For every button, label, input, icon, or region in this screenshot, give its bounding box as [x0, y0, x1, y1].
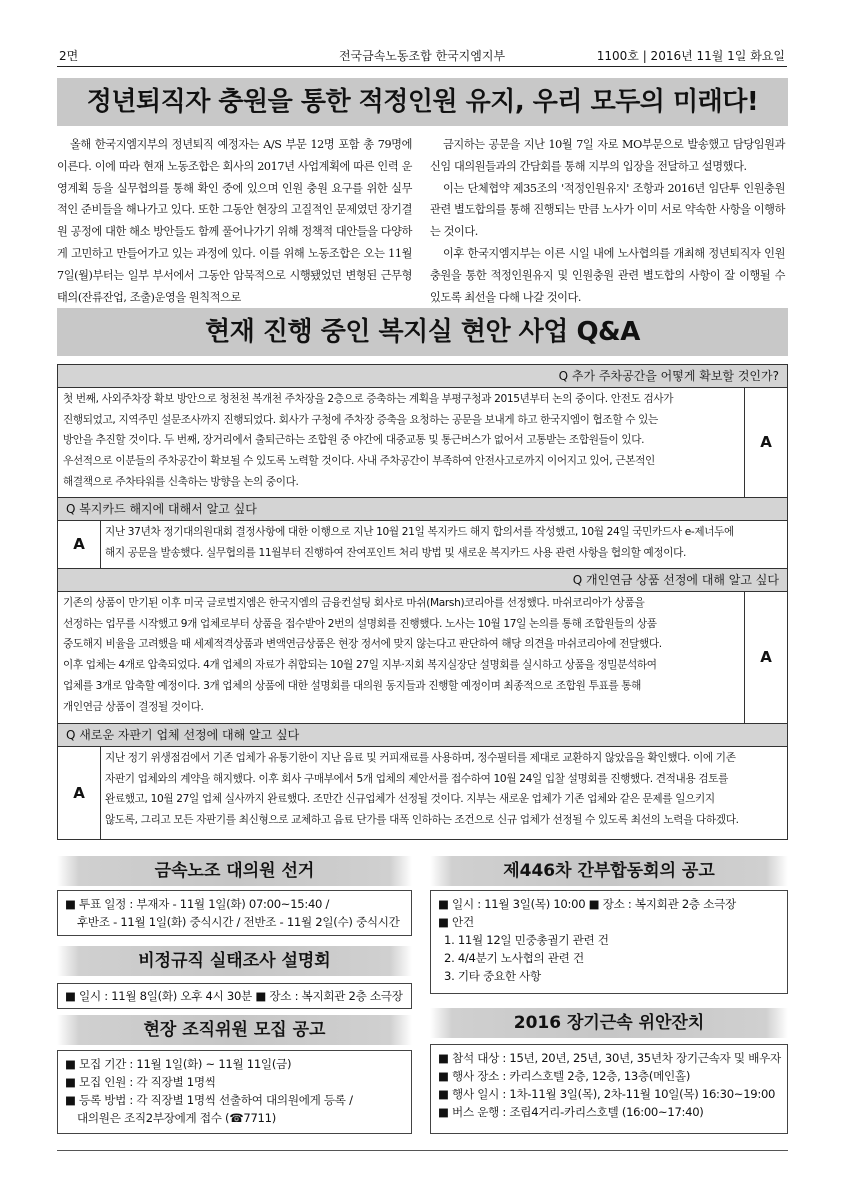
notice-title-text: 비정규직 실태조사 설명회	[138, 951, 331, 971]
answer-line: 선정하는 업무를 시작했고 9개 업체로부터 상품을 접수받아 2번의 설명회를 진행했다. 노사는 10월 17일 논의를 통해 조합원들의 상품	[63, 617, 657, 630]
answer-line: 기존의 상품이 만기된 이후 미국 글로벌지엠은 한국지엠의 금융컨설팅 회사로 마쉬(Marsh)코리아를 선정했다. 마쉬코리아가 상품을	[63, 597, 645, 609]
question-vending: Q 새로운 자판기 업체 선정에 대해 알고 싶다	[58, 724, 787, 747]
answer-label: A	[58, 746, 101, 839]
answer-line: 개인연금 상품이 결정될 것이다.	[63, 700, 204, 713]
notice-title-text: 제446차 간부합동회의 공고	[503, 861, 715, 881]
notice-body-longservice	[430, 1044, 788, 1134]
notice-line: 2. 4/4분기 노사협의 관련 건	[444, 951, 584, 965]
notice-body-recruit	[57, 1050, 412, 1134]
answer-pension	[58, 591, 745, 723]
article-paragraph: 금지하는 공문을 지난 10월 7일 자로 MO부문으로 발송했고 담당임원과 신임 대의원들과의 간담회를 통해 지부의 입장을 전달하고 설명했다.	[430, 138, 785, 173]
answer-line: 완료했고, 10월 27일 업체 실사까지 완료했다. 조만간 신규업체가 선정될 것이다. 지부는 새로운 업체가 기존 업체와 같은 문제를 일으키지	[105, 793, 715, 806]
notice-line: ■ 행사 장소 : 카리스호텔 2층, 12층, 13층(메인홀)	[438, 1069, 691, 1083]
notice-line: ■ 행사 일시 : 1차-11월 3일(목), 2차-11월 10일(목) 16:30~19:00	[438, 1087, 776, 1101]
notice-line: 1. 11월 12일 민중총궐기 관련 건	[444, 933, 609, 947]
issue-date: 1100호 | 2016년 11월 1일 화요일	[596, 49, 785, 63]
notice-title-longservice	[430, 1008, 788, 1038]
answer-label: A	[744, 591, 787, 723]
answer-line: 우선적으로 이분들의 주차공간이 확보될 수 있도록 노력할 것이다. 사내 주차공간이 부족하여 안전사고로까지 이어지고 있어, 근본적인	[63, 455, 655, 468]
notice-line: ■ 일시 : 11월 8일(화) 오후 4시 30분 ■ 장소 : 복지회관 2층 소극장	[65, 989, 403, 1003]
notice-title-election	[57, 856, 412, 886]
notice-body-meeting	[430, 890, 788, 994]
notice-title-text: 금속노조 대의원 선거	[154, 861, 315, 881]
article-paragraph: 이후 한국지엠지부는 이른 시일 내에 노사협의를 개최해 정년퇴직자 인원충원을 통한 적정인원유지 및 인원충원 관련 별도합의 사항이 잘 이행될 수 있도록 최선을 다해 나갈 것이다.	[430, 246, 785, 304]
notice-body-election	[57, 890, 412, 936]
answer-line: 이후 업체는 4개로 압축되었다. 4개 업체의 자료가 취합되는 10월 27일 지부·지회 복지실장단 설명회를 실시하고 상품을 정밀분석하여	[63, 659, 657, 672]
qa-block-pension	[57, 568, 788, 724]
qa-block-vending	[57, 723, 788, 840]
answer-line: 해지 공문을 발송했다. 실무협의를 11월부터 진행하여 잔여포인트 처리 방법 및 새로운 복지카드 사용 관련 사항을 협의할 예정이다.	[105, 546, 687, 559]
notice-line: ■ 모집 인원 : 각 직장별 1명씩	[65, 1075, 216, 1089]
answer-line: 진행되었고, 지역주민 설문조사까지 진행되었다. 회사가 구청에 주차장 증축을 요청하는 공문을 보내게 하고 한국지엠이 협조할 수 있는	[63, 413, 658, 426]
notice-line: ■ 일시 : 11월 3일(목) 10:00 ■ 장소 : 복지회관 2층 소극장	[438, 897, 736, 911]
notice-title-recruit	[57, 1015, 412, 1045]
notice-body-irregular	[57, 983, 412, 1009]
notice-line: 3. 기타 중요한 사항	[444, 969, 541, 983]
notice-line: ■ 버스 운행 : 조립4거리-카리스호텔 (16:00~17:40)	[438, 1105, 704, 1119]
answer-line: 해결책으로 주차타워를 신축하는 방향을 논의 중이다.	[63, 475, 299, 488]
notice-line: 대의원은 조직2부장에게 접수 (☎7711)	[77, 1111, 276, 1125]
answer-line: 자판기 업체와의 계약을 해지했다. 이후 회사 구매부에서 5개 업체의 제안서를 접수하여 10월 24일 입찰 설명회를 진행했다. 견적내용 검토를	[105, 772, 728, 785]
notice-title-text: 현장 조직위원 모집 공고	[143, 1020, 326, 1040]
publisher-name: 전국금속노동조합 한국지엠지부	[338, 49, 506, 63]
answer-parking	[58, 387, 745, 497]
article-paragraph: 올해 한국지엠지부의 정년퇴직 예정자는 A/S 부문 12명 포함 총 79명에 이른다. 이에 따라 현재 노동조합은 회사의 2017년 사업계획에 따른 인력 운영계획 등을 실무협의를 통해 확인 중에 있으며 인원 충원 요구를 위한 실무적인 준비들을 해나가고 있다. 또한 그동안 현장의 고질적인 문제였던 장기결원 공정에 대한 해소 방안들도 함께 풀어나가기 위해 정책적 대안들을 다양하게 고민하고 만들어가고 있는 과정에 있다. 이를 위해 노동조합은 오는 11월 7일(월)부터는 일부 부서에서 그동안 암묵적으로 시행됐었던 변형된 근무형태의(잔류잔업, 조출)운영을 원칙적으로	[57, 138, 412, 304]
notice-line: ■ 모집 기간 : 11월 1일(화) ~ 11월 11일(금)	[65, 1057, 292, 1071]
answer-line: 업체를 3개로 압축할 예정이다. 3개 업체의 상품에 대한 설명회를 대의원 동지들과 진행할 예정이며 최종적으로 조합원 투표를 통해	[63, 679, 642, 692]
answer-line: 지난 37년차 정기대의원대회 결정사항에 대한 이행으로 지난 10월 21일 복지카드 해지 합의서를 작성했고, 10월 24일 국민카드사 e-제너두에	[105, 526, 734, 538]
answer-line: 지난 정기 위생점검에서 기존 업체가 유통기한이 지난 음료 및 커피재료를 사용하며, 정수필터를 제대로 교환하지 않았음을 확인했다. 이에 기존	[105, 752, 736, 764]
notice-line: ■ 안건	[438, 915, 474, 929]
notice-line: ■ 참석 대상 : 15년, 20년, 25년, 30년, 35년차 장기근속자 및 배우자	[438, 1051, 781, 1065]
qa-block-parking	[57, 364, 788, 498]
notice-title-text: 2016 장기근속 위안잔치	[513, 1013, 705, 1033]
answer-line: 않도록, 그리고 모든 자판기를 최신형으로 교체하고 음료 단가를 대폭 인하하는 조건으로 신규 업체가 선정될 수 있도록 최선의 노력을 다하겠다.	[105, 814, 739, 827]
page-number: 2면	[59, 49, 79, 63]
article-body-left	[57, 134, 412, 308]
answer-line: 방안을 추진할 것이다. 두 번째, 장거리에서 출퇴근하는 조합원 중 야간에 대중교통 및 통근버스가 없어서 고통받는 조합원들이 있다.	[63, 434, 645, 447]
answer-label: A	[58, 520, 101, 568]
question-parking: Q 추가 주차공간을 어떻게 확보할 것인가?	[58, 365, 787, 388]
qa-block-welfare-card	[57, 497, 788, 569]
article-paragraph: 이는 단체협약 제35조의 '적정인원유지' 조항과 2016년 임단투 인원충원 관련 별도합의를 통해 진행되는 만큼 노사가 이미 서로 약속한 사항을 이행하는 것이다.	[430, 181, 785, 239]
article-title-qa: 현재 진행 중인 복지실 현안 사업 Q&A	[57, 308, 788, 356]
answer-label: A	[744, 387, 787, 497]
notice-line: ■ 등록 방법 : 각 직장별 1명씩 선출하여 대의원에게 등록 /	[65, 1093, 353, 1107]
article-title-retirement: 정년퇴직자 충원을 통한 적정인원 유지, 우리 모두의 미래다!	[57, 78, 788, 126]
article-body-right	[430, 134, 785, 308]
notice-line: 후반조 - 11월 1일(화) 중식시간 / 전반조 - 11월 2일(수) 중식시간	[77, 915, 400, 929]
page-header	[57, 44, 787, 67]
answer-line: 중도해지 비율을 고려했을 때 세제적격상품과 변액연금상품은 현장 정서에 맞지 않는다고 판단하여 해당 의견을 마쉬코리아에 전달했다.	[63, 638, 662, 651]
notice-line: ■ 투표 일정 : 부재자 - 11월 1일(화) 07:00~15:40 /	[65, 897, 330, 911]
answer-welfare-card	[100, 520, 787, 568]
footer-rule	[57, 1150, 788, 1151]
notice-title-meeting	[430, 856, 788, 886]
notice-title-irregular	[57, 946, 412, 976]
answer-line: 첫 번째, 사외주차장 확보 방안으로 청천천 복개천 주차장을 2층으로 증축하는 계획을 부평구청과 2015년부터 논의 중이다. 안전도 검사가	[63, 393, 674, 405]
answer-vending	[100, 746, 787, 839]
question-pension: Q 개인연금 상품 선정에 대해 알고 싶다	[58, 569, 787, 592]
question-welfare-card: Q 복지카드 해지에 대해서 알고 싶다	[58, 498, 787, 521]
